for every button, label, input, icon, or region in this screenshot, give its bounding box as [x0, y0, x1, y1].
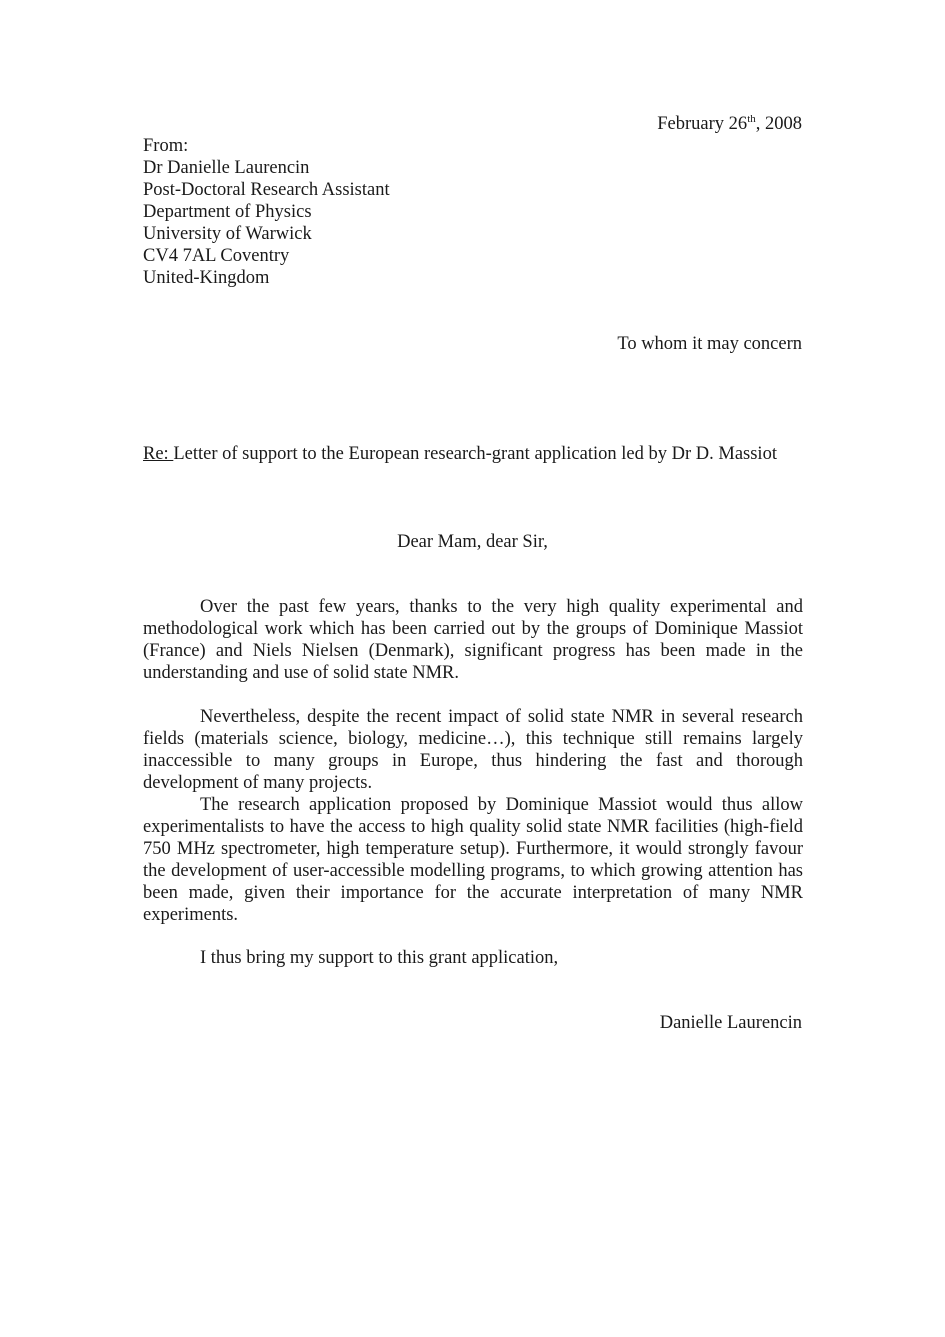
signature-name: Danielle Laurencin [659, 1013, 802, 1033]
salutation: Dear Mam, dear Sir, [397, 532, 548, 552]
date-ordinal-suffix: th [747, 113, 756, 125]
from-label: From: [143, 136, 189, 156]
sender-address-block [143, 135, 390, 289]
recipient-line: To whom it may concern [617, 334, 802, 354]
sender-position: Post-Doctoral Research Assistant [143, 180, 390, 200]
date-year: , 2008 [755, 114, 802, 134]
subject-text: Letter of support to the European research-grant application led by Dr D. Massiot [173, 444, 777, 464]
closing-sentence: I thus bring my support to this grant application, [200, 948, 559, 968]
sender-department: Department of Physics [143, 202, 312, 222]
body-paragraph: Nevertheless, despite the recent impact of solid state NMR in several research fields (materials science, biology, medicine…), this technique still remains largely inaccessible to many groups in Europe, thus hindering the fast and thorough development of many projects. [143, 707, 803, 793]
body-paragraph-2-block [143, 706, 803, 926]
subject-line [143, 443, 777, 465]
body-paragraph: Over the past few years, thanks to the very high quality experimental and methodological work which has been carried out by the groups of Dominique Massiot (France) and Niels Nielsen (Denmark), significant progress has been made in the understanding and use of solid state NMR. [143, 597, 803, 683]
body-paragraph-1-block [143, 596, 803, 684]
letter-date [657, 113, 802, 137]
sender-postcode-city: CV4 7AL Coventry [143, 246, 290, 266]
body-paragraph: The research application proposed by Dominique Massiot would thus allow experimentalists to have the access to high quality solid state NMR facilities (high-field 750 MHz spectrometer, high temperature setup). Furthermore, it would strongly favour the development of user-accessible modelling programs, to which growing attention has been made, given their importance for the accurate interpretation of many NMR experiments. [143, 795, 803, 925]
body-paragraph-closing-block [143, 947, 803, 969]
sender-university: University of Warwick [143, 224, 312, 244]
sender-country: United-Kingdom [143, 268, 270, 288]
subject-label: Re: [143, 444, 174, 464]
date-month-day: February 26 [657, 114, 748, 134]
sender-name: Dr Danielle Laurencin [143, 158, 310, 178]
